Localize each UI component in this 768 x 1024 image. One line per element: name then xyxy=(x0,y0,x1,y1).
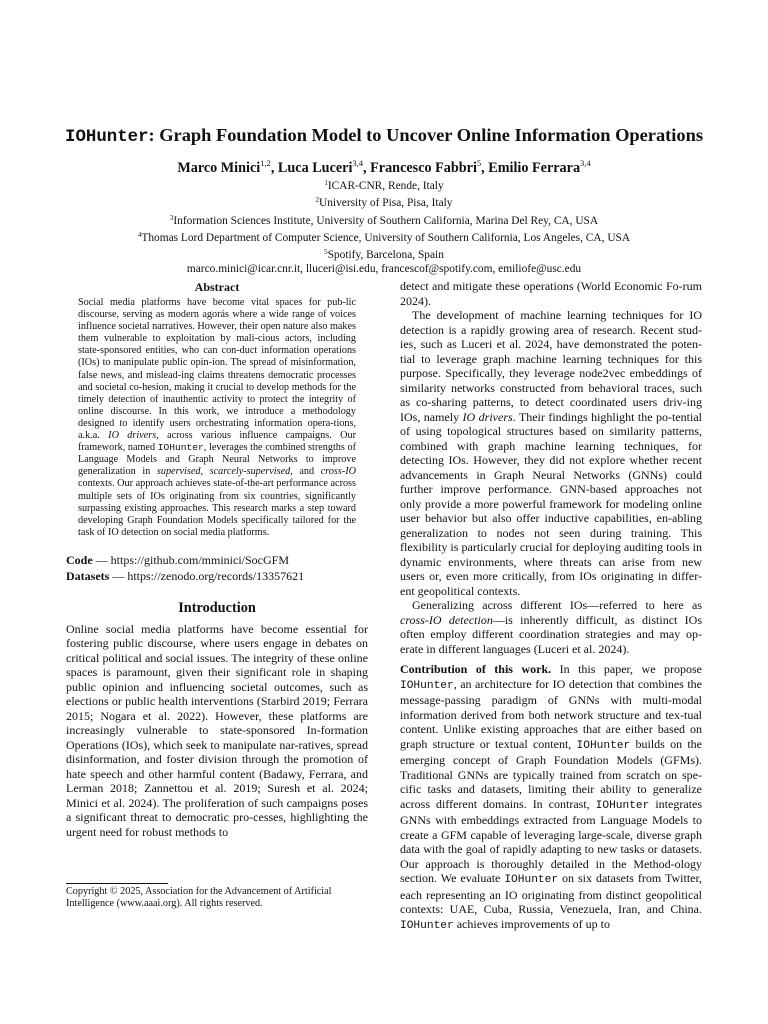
contribution-paragraph: Contribution of this work. In this paper, we propose IOHunter, an architecture for IO detection that combines the message-passing paradigm of GNNs with multi-modal information derived from both network structure and tex-tual content. Unlike existing approaches that are either based on graph structure or textual content, IOHunter builds on the emerging concept of Graph Foundation Models (GFMs). Traditional GNNs are typically trained from scratch on spe-cific tasks and datasets, limiting their ability to generalize across different domains. In contrast, IOHunter integrates GNNs with embeddings extracted from Language Models to create a GFM capable of leveraging large-scale, diverse graph data with the goal of rapidly adapting to new tasks or datasets. Our approach is thoroughly detailed in the Method-ology section. We evaluate IOHunter on six datasets from Twitter, each representing an IO originating from distinct geopolitical contexts: UAE, Cuba, Russia, Venezuela, Iran, and China. IOHunter achieves improvements of up to xyxy=(400,662,702,932)
title-system-name: IOHunter xyxy=(65,128,149,147)
right-column xyxy=(400,279,702,933)
affiliation-line: $^3$Information Sciences Institute, University of Southern California, Marina Del Rey, CA, USA xyxy=(169,213,599,227)
affiliations xyxy=(0,176,768,277)
resource-links xyxy=(66,552,368,584)
code-link[interactable]: https://github.com/mminici/SocGFM xyxy=(110,552,290,567)
abstract-text: Social media platforms have become vital spaces for pub-lic discourse, serving as modern agorás where a wide range of voices influence societal narratives. However, their open nature also makes them vulnerable to exploitation by mali-cious actors, including state-sponsored entities, who can con-duct information operations (IOs) to manipulate public opin-ion. The spread of misinformation, false news, and mislead-ing claims threatens democratic processes and societal co-hesion, making it crucial to develop methods for the timely detection of inauthentic activity to protect the integrity of online discourse. In this work, we introduce a methodology designed to identify users orchestrating information opera-tions, a.k.a. IO drivers, across various influence campaigns. Our framework, named IOHunter, leverages the combined strengths of Language Models and Graph Neural Networks to improve generalization in supervised, scarcely-supervised, and cross-IO contexts. Our approach achieves state-of-the-art performance across multiple sets of IOs originating from six countries, significantly surpassing existing approaches. This research marks a step toward developing Graph Foundation Models specifically tailored for the task of IO detection on social media platforms. xyxy=(78,297,356,538)
author-list xyxy=(0,154,768,177)
affiliation-line: $^4$Thomas Lord Department of Computer Science, University of Southern California, Los Angeles, CA, USA xyxy=(137,230,631,244)
author: Luca Luceri$^{3,4}$, xyxy=(277,158,371,176)
datasets-link[interactable]: https://zenodo.org/records/13357621 xyxy=(127,568,305,583)
author: Marco Minici$^{1,2}$, xyxy=(177,158,278,176)
abstract-heading: Abstract xyxy=(194,280,240,294)
introduction-heading: Introduction xyxy=(178,599,256,616)
author: Francesco Fabbri$^5$, xyxy=(370,158,489,176)
contribution-label: Contribution of this work. xyxy=(400,662,552,676)
author: Emilio Ferrara$^{3,4}$ xyxy=(488,158,591,176)
copyright-text: Copyright © 2025, Association for the Advancement of Artificial Intelligence (www.aaai.org). All rights reserved. xyxy=(66,886,332,910)
title-text: : Graph Foundation Model to Uncover Online Information Operations xyxy=(148,125,703,145)
body-paragraph: detect and mitigate these operations (World Economic Fo-rum 2024). xyxy=(400,279,702,308)
paper-title xyxy=(0,124,768,149)
footnote-rule xyxy=(66,883,168,884)
copyright-notice xyxy=(66,883,368,910)
datasets-link-line: Datasets — https://zenodo.org/records/13357621 xyxy=(66,568,305,583)
body-paragraph: The development of machine learning techniques for IO detection is a rapidly growing area of research. Recent stud-ies, such as Luceri et al. 2024, have demonstrated the poten-tial to leverage graph machine learning techniques for this purpose. Specifically, they leverage node2vec embeddings of similarity networks constructed from behavioral traces, such as co-sharing patterns, to detect coordinated users driv-ing IOs, namely IO drivers. Their findings highlight the po-tential of using topological structures based on similarity patterns, combined with graph machine learning techniques, for detecting IOs. However, they did not explore whether recent advancements in Graph Neural Networks (GNNs) could further improve performance. GNN-based approaches not only provide a more powerful framework for modeling online user behavior but also offer inductive capabilities, en-abling generalization to nodes not seen during training. This flexibility is particularly crucial for deploying auditing tools in dynamic environments, where threats can arise from new users or, even more critically, from IOs originating in differ-ent geopolitical contexts. xyxy=(400,308,702,598)
introduction-paragraph: Online social media platforms have become essential for fostering public discourse, where users engage in debates on critical political and social issues. The integrity of these online spaces is paramount, given their significant role in shaping public opinion and influencing societal outcomes, such as elections or public health interventions (Starbird 2019; Ferrara 2015; Nogara et al. 2022). However, these platforms are increasingly vulnerable to state-sponsored In-formation Operations (IOs), which seek to manipulate nar-ratives, spread disinformation, and foster division through the promotion of hate speech and other harmful content (Badawy, Ferrara, and Lerman 2018; Zannettou et al. 2019; Suresh et al. 2024; Minici et al. 2024). The proliferation of such campaigns poses a significant threat to democratic pro-cesses, highlighting the urgent need for robust methods to xyxy=(66,621,368,839)
affiliation-line: $^2$University of Pisa, Pisa, Italy xyxy=(315,196,453,210)
affiliation-line: $^1$ICAR-CNR, Rende, Italy xyxy=(324,179,444,192)
code-link-line: Code — https://github.com/mminici/SocGFM xyxy=(66,552,290,567)
left-column xyxy=(66,279,368,839)
author-emails: marco.minici@icar.cnr.it, lluceri@isi.edu, francescof@spotify.com, emiliofe@usc.edu xyxy=(186,263,582,276)
body-paragraph: Generalizing across different IOs—referred to here as cross-IO detection—is inherently difficult, as distinct IOs often employ different coordination strategies and may op-erate in different languages (Luceri et al. 2024). xyxy=(400,598,702,656)
affiliation-line: $^5$Spotify, Barcelona, Spain xyxy=(324,248,444,262)
